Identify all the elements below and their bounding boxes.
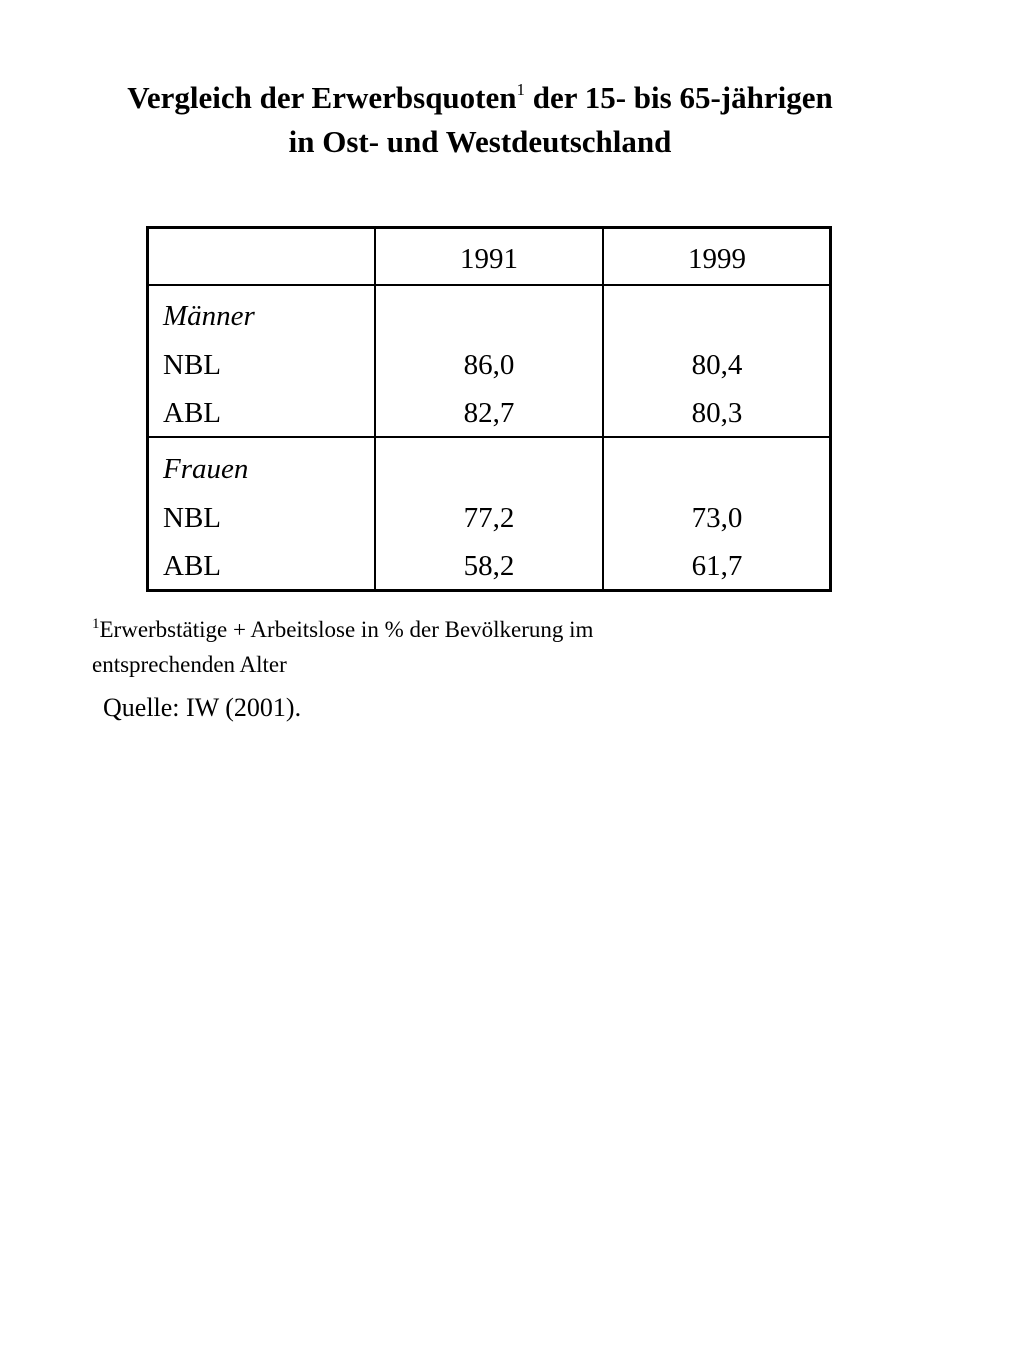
row-label: NBL — [163, 502, 221, 534]
title-line-2: in Ost- und Westdeutschland — [288, 124, 672, 159]
title-footnote-marker: 1 — [516, 80, 525, 99]
footnote-marker: 1 — [92, 616, 100, 632]
row-divider — [149, 436, 829, 438]
footnote-line-2: entsprechenden Alter — [92, 652, 287, 677]
header-1991: 1991 — [460, 243, 518, 275]
title-text-end: der 15- bis 65-jährigen — [525, 80, 833, 115]
row-label: NBL — [163, 349, 221, 381]
table-cell: 80,3 — [691, 397, 743, 429]
row-label: ABL — [163, 550, 221, 582]
data-table — [146, 226, 832, 592]
footnote — [92, 614, 792, 680]
row-divider — [149, 284, 829, 286]
row-label: ABL — [163, 397, 221, 429]
table-cell: 82,7 — [463, 397, 515, 429]
table-cell: 80,4 — [691, 349, 743, 381]
source-citation: Quelle: IW (2001). — [103, 693, 302, 722]
table-cell: 86,0 — [463, 349, 515, 381]
title-line-1 — [60, 78, 900, 122]
table-cell: 58,2 — [463, 550, 515, 582]
header-1999: 1999 — [688, 243, 746, 275]
page-title — [60, 78, 900, 161]
footnote-text: Erwerbstätige + Arbeitslose in % der Bevölkerung im — [99, 617, 594, 642]
table-cell: 77,2 — [463, 502, 515, 534]
group-label-frauen: Frauen — [163, 453, 249, 485]
table-cell: 61,7 — [691, 550, 743, 582]
footnote-line-1 — [92, 614, 792, 649]
group-label-maenner: Männer — [163, 300, 255, 332]
title-text-start: Vergleich der Erwerbsquoten — [127, 80, 517, 115]
table-cell: 73,0 — [691, 502, 743, 534]
